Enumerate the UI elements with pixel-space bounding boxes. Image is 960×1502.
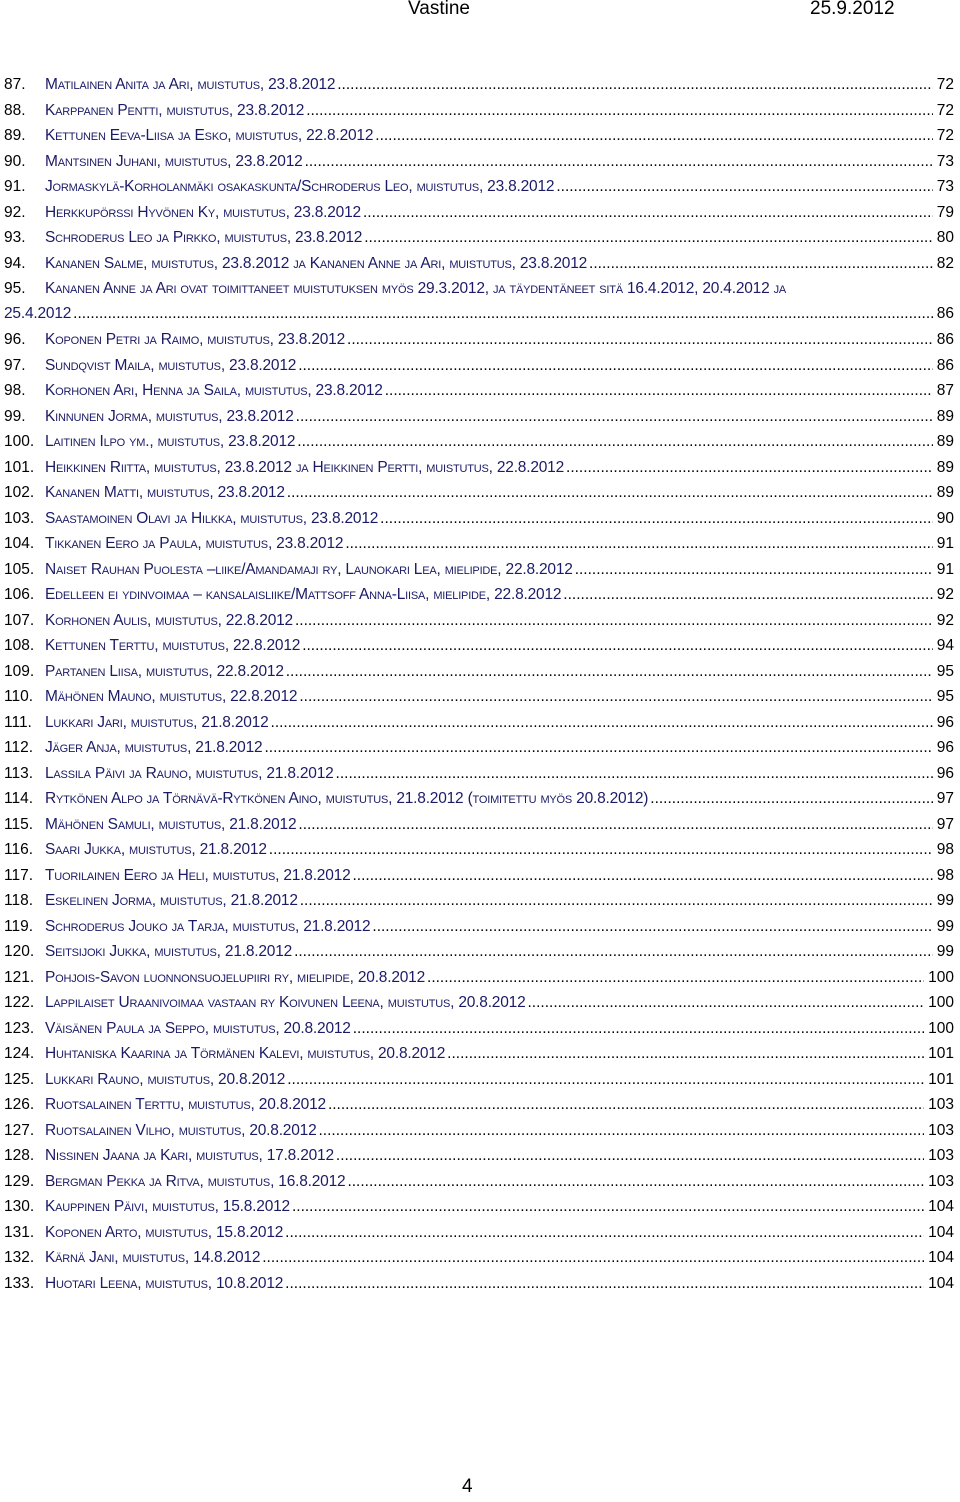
toc-entry[interactable] [0,939,960,964]
toc-entry-page[interactable]: 90 [936,509,954,527]
dot-leader [372,914,932,939]
toc-entry-page[interactable]: 101 [928,1045,954,1062]
dot-leader [364,225,933,250]
toc-entry-number: 128. [4,1147,35,1164]
toc-entry-page[interactable]: 103 [928,1172,954,1190]
toc-entry-number: 119. [4,917,34,935]
toc-entry[interactable] [0,761,960,786]
toc-entry-page[interactable]: 89 [936,458,954,476]
toc-entry-number: 133. [4,1274,35,1292]
toc-entry-title-continued[interactable]: 25.4.2012 [4,305,72,322]
toc-entry-line [45,888,954,913]
toc-entry-title[interactable]: Naiset Rauhan Puolesta –liike/Amandamaji ry, Launokari Lea, mielipide, 22.8.2012 [45,560,573,578]
toc-entry-page[interactable]: 100 [928,1019,954,1037]
toc-entry-line [45,327,954,352]
toc-entry-page[interactable]: 96 [936,739,954,756]
toc-entry-line [45,659,954,684]
dot-leader [352,863,932,888]
toc-entry[interactable] [0,1245,960,1270]
toc-entry-title[interactable]: Väisänen Paula ja Seppo, muistutus, 20.8.2012 [45,1019,351,1037]
toc-entry-line [45,1245,954,1270]
toc-entry-line [45,251,954,276]
toc-entry-line [45,990,954,1015]
toc-entry-title[interactable]: Schroderus Leo ja Pirkko, muistutus, 23.8.2012 [45,229,363,246]
toc-entry-page[interactable]: 99 [936,917,954,935]
toc-entry-page[interactable]: 99 [936,943,954,960]
toc-entry-page[interactable]: 100 [928,994,954,1011]
toc-entry[interactable] [0,327,960,352]
toc-entry[interactable] [0,455,960,480]
toc-entry[interactable] [0,608,960,633]
toc-entry[interactable] [0,863,960,888]
dot-leader [298,812,932,837]
toc-entry[interactable] [0,812,960,837]
toc-entry-number: 94. [4,254,26,272]
dot-leader [287,480,933,505]
toc-entry-page[interactable]: 96 [936,713,954,731]
dot-leader [294,939,933,964]
toc-entry[interactable] [0,888,960,913]
toc-entry-line [45,761,954,786]
dot-leader [375,123,932,148]
toc-entry-page[interactable]: 92 [936,586,954,603]
toc-entry-number: 109. [4,662,35,680]
toc-entry-line [45,1041,954,1066]
toc-entry-page[interactable]: 104 [928,1198,954,1215]
toc-entry-page[interactable]: 92 [936,611,954,629]
toc-entry-title[interactable]: Tikkanen Eero ja Paula, muistutus, 23.8.2012 [45,535,344,552]
toc-entry[interactable] [0,659,960,684]
toc-entry-title[interactable]: Edelleen ei ydinvoimaa – kansalaisliike/Mattsoff Anna-Liisa, mielipide, 22.8.2012 [45,586,562,603]
toc-entry-title[interactable]: Mähönen Mauno, muistutus, 22.8.2012 [45,688,298,705]
toc-entry[interactable] [0,276,960,327]
dot-leader [292,1194,924,1219]
toc-entry[interactable] [0,149,960,174]
toc-entry-page[interactable]: 80 [936,229,954,246]
toc-entry-page[interactable]: 86 [936,356,954,374]
toc-entry-title[interactable]: Mähönen Samuli, muistutus, 21.8.2012 [45,815,297,833]
toc-entry[interactable] [0,200,960,225]
dot-leader [269,837,933,862]
toc-entry-page[interactable]: 79 [936,203,954,221]
toc-entry-title[interactable]: Seitsijoki Jukka, muistutus, 21.8.2012 [45,943,293,960]
dot-leader [385,378,933,403]
dot-leader [296,404,933,429]
toc-entry-page[interactable]: 73 [936,178,954,195]
toc-entry-continuation [4,301,954,326]
toc-entry-title[interactable]: Kettunen Terttu, muistutus, 22.8.2012 [45,637,301,654]
toc-entry-title[interactable]: Sundqvist Maila, muistutus, 23.8.2012 [45,356,297,374]
toc-entry[interactable] [0,123,960,148]
toc-entry-line [45,1271,954,1296]
dot-leader [305,149,933,174]
toc-entry[interactable] [0,914,960,939]
toc-entry-number: 115. [4,815,34,833]
toc-entry-title[interactable]: Jormaskylä-Korholanmäki osakaskunta/Schroderus Leo, muistutus, 23.8.2012 [45,178,555,195]
dot-leader [328,1092,924,1117]
toc-entry-page[interactable]: 91 [936,560,954,578]
dot-leader [286,659,933,684]
toc-entry-number: 114. [4,790,34,807]
toc-entry-title[interactable]: Kauppinen Päivi, muistutus, 15.8.2012 [45,1198,290,1215]
document-title: Vastine [408,0,470,19]
toc-entry-line [45,863,954,888]
toc-entry[interactable] [0,965,960,990]
toc-entry[interactable] [0,1169,960,1194]
toc-entry[interactable] [0,633,960,658]
toc-entry-line [45,914,954,939]
toc-entry-title[interactable]: Kananen Anne ja Ari ovat toimittaneet muistutuksen myös 29.3.2012, ja täydentäneet sitä 16.4.2012, 20.4.2012 ja [45,280,787,297]
toc-entry-title[interactable]: Mantsinen Juhani, muistutus, 23.8.2012 [45,152,303,170]
toc-entry-page[interactable]: 96 [936,764,954,782]
dot-leader [575,557,933,582]
toc-entry-page[interactable]: 97 [936,790,954,807]
toc-entry-page[interactable]: 95 [936,688,954,705]
toc-entry-title[interactable]: Lassila Päivi ja Rauno, muistutus, 21.8.2012 [45,764,334,782]
toc-entry-number: 98. [4,382,26,399]
toc-entry-line [45,1143,954,1168]
toc-entry-title[interactable]: Matilainen Anita ja Ari, muistutus, 23.8.2012 [45,76,336,93]
dot-leader [650,786,932,811]
toc-entry-line [45,225,954,250]
toc-entry-page[interactable]: 82 [936,254,954,272]
toc-entry-number: 124. [4,1045,35,1062]
toc-entry[interactable] [0,1041,960,1066]
dot-leader [347,327,933,352]
toc-entry-line [45,812,954,837]
dot-leader [271,710,933,735]
toc-entry-line [45,608,954,633]
toc-entry-line [45,149,954,174]
toc-entry-number: 131. [4,1223,35,1241]
toc-entry[interactable] [0,1194,960,1219]
toc-entry-number: 122. [4,994,35,1011]
toc-entry-number: 87. [4,76,26,93]
toc-entry-line [45,404,954,429]
toc-entry-page[interactable]: 72 [936,127,954,144]
toc-entry-line [45,480,954,505]
toc-entry-number: 106. [4,586,35,603]
toc-entry-line [45,939,954,964]
dot-leader [285,1271,924,1296]
toc-entry-line [45,506,954,531]
dot-leader [336,1143,924,1168]
dot-leader [345,531,932,556]
toc-entry-line [45,786,954,811]
toc-entry-page[interactable]: 97 [936,815,954,833]
dot-leader [363,200,933,225]
dot-leader [336,761,933,786]
dot-leader [589,251,933,276]
toc-entry[interactable] [0,1143,960,1168]
toc-entry[interactable] [0,531,960,556]
toc-entry-number: 125. [4,1070,35,1088]
toc-entry-number: 92. [4,203,26,221]
toc-entry[interactable] [0,990,960,1015]
toc-entry-number: 111. [4,713,32,731]
dot-leader [306,98,933,123]
page-number: 4 [462,1476,473,1497]
toc-entry-title[interactable]: Ruotsalainen Vilho, muistutus, 20.8.2012 [45,1121,317,1139]
toc-entry-page[interactable]: 87 [936,382,954,399]
toc-entry-title[interactable]: Koponen Arto, muistutus, 15.8.2012 [45,1223,284,1241]
toc-entry-number: 104. [4,535,35,552]
toc-entry-number: 89. [4,127,26,144]
toc-entry[interactable] [0,1092,960,1117]
dot-leader [353,1016,924,1041]
toc-entry-number: 116. [4,841,34,858]
toc-entry-line [45,353,954,378]
toc-entry-number: 102. [4,484,35,501]
toc-entry-title[interactable]: Herkkupörssi Hyvönen Ky, muistutus, 23.8.2012 [45,203,361,221]
toc-entry[interactable] [0,837,960,862]
toc-entry-number: 121. [4,968,35,986]
toc-entry-page[interactable]: 72 [936,76,954,93]
toc-entry-number: 107. [4,611,35,629]
toc-entry-number: 117. [4,866,34,884]
toc-entry-page[interactable]: 89 [936,407,954,425]
toc-entry-title[interactable]: Ruotsalainen Terttu, muistutus, 20.8.2012 [45,1096,326,1113]
toc-entry-title[interactable]: Koponen Petri ja Raimo, muistutus, 23.8.2012 [45,331,346,348]
toc-entry-title[interactable]: Kananen Matti, muistutus, 23.8.2012 [45,484,285,501]
toc-entry-line [45,965,954,990]
dot-leader [295,608,933,633]
toc-entry[interactable] [0,582,960,607]
toc-entry-title[interactable]: Kärnä Jani, muistutus, 14.8.2012 [45,1249,261,1266]
dot-leader [287,1067,924,1092]
toc-entry-page[interactable]: 103 [928,1147,954,1164]
toc-entry-title[interactable]: Kinnunen Jorma, muistutus, 23.8.2012 [45,407,294,425]
dot-leader [566,455,933,480]
toc-entry-page[interactable]: 104 [928,1249,954,1266]
toc-entry-number: 90. [4,152,26,170]
toc-entry[interactable] [0,684,960,709]
toc-entry[interactable] [0,1220,960,1245]
toc-entry-line [45,735,954,760]
toc-entry[interactable] [0,1016,960,1041]
toc-entry-line [45,1092,954,1117]
toc-entry-page[interactable]: 99 [936,892,954,909]
toc-entry-number: 123. [4,1019,35,1037]
toc-entry-title[interactable]: Eskelinen Jorma, muistutus, 21.8.2012 [45,892,298,909]
toc-entry-title[interactable]: Nissinen Jaana ja Kari, muistutus, 17.8.2012 [45,1147,334,1164]
toc-entry-page[interactable]: 104 [928,1274,954,1292]
toc-entry-number: 91. [4,178,26,195]
toc-entry-page[interactable]: 72 [936,101,954,119]
toc-entry-number: 88. [4,101,26,119]
toc-entry-number: 103. [4,509,35,527]
toc-entry-page[interactable]: 91 [936,535,954,552]
toc-entry[interactable] [0,378,960,403]
dot-leader [319,1118,925,1143]
toc-entry[interactable] [0,786,960,811]
toc-entry-number: 99. [4,407,26,425]
toc-entry[interactable] [0,98,960,123]
toc-entry-line [45,123,954,148]
toc-entry-title[interactable]: Saastamoinen Olavi ja Hilkka, muistutus, 23.8.2012 [45,509,379,527]
toc-entry-page[interactable]: 100 [928,968,954,986]
toc-entry-title[interactable]: Saari Jukka, muistutus, 21.8.2012 [45,841,267,858]
toc-entry[interactable] [0,480,960,505]
toc-entry-page[interactable]: 104 [928,1223,954,1241]
toc-entry-title[interactable]: Lappilaiset Uraanivoimaa vastaan ry Koivunen Leena, muistutus, 20.8.2012 [45,994,526,1011]
toc-entry-title[interactable]: Laitinen Ilpo ym., muistutus, 23.8.2012 [45,433,296,450]
toc-entry-number: 118. [4,892,34,909]
toc-entry[interactable] [0,1271,960,1296]
dot-leader [298,353,933,378]
toc-entry-title[interactable]: Huhtaniska Kaarina ja Törmänen Kalevi, muistutus, 20.8.2012 [45,1045,446,1062]
toc-entry-number: 129. [4,1172,35,1190]
toc-entry-number: 113. [4,764,34,782]
toc-entry[interactable] [0,174,960,199]
toc-entry-title[interactable]: Schroderus Jouko ja Tarja, muistutus, 21.8.2012 [45,917,371,935]
toc-entry-line [45,710,954,735]
toc-entry-title[interactable]: Tuorilainen Eero ja Heli, muistutus, 21.8.2012 [45,866,351,884]
toc-entry[interactable] [0,1118,960,1143]
toc-entry[interactable] [0,735,960,760]
toc-entry-line [45,72,954,97]
toc-entry-line [45,98,954,123]
toc-entry[interactable] [0,251,960,276]
toc-entry-line [45,633,954,658]
toc-entry-title[interactable]: Pohjois-Savon luonnonsuojelupiiri ry, mielipide, 20.8.2012 [45,968,426,986]
toc-entry-page[interactable]: 103 [928,1121,954,1139]
dot-leader [302,633,933,658]
toc-entry[interactable] [0,557,960,582]
toc-entry-page[interactable]: 95 [936,662,954,680]
toc-entry-line [45,1169,954,1194]
page-header [0,0,960,24]
dot-leader [528,990,925,1015]
toc-entry-line [45,1118,954,1143]
toc-entry-number: 100. [4,433,35,450]
toc-entry-line [45,429,954,454]
dot-leader [262,1245,924,1270]
toc-entry-title[interactable]: Partanen Liisa, muistutus, 22.8.2012 [45,662,284,680]
toc-entry-number: 96. [4,331,26,348]
toc-entry-title[interactable]: Jäger Anja, muistutus, 21.8.2012 [45,739,263,756]
dot-leader [73,301,933,326]
toc-entry-title[interactable]: Huotari Leena, muistutus, 10.8.2012 [45,1274,284,1292]
toc-entry-title[interactable]: Lukkari Rauno, muistutus, 20.8.2012 [45,1070,286,1088]
toc-entry-line [45,684,954,709]
toc-entry-number: 112. [4,739,34,756]
toc-entry-number: 120. [4,943,35,960]
dot-leader [563,582,932,607]
dot-leader [556,174,932,199]
toc-entry[interactable] [0,429,960,454]
toc-entry-page[interactable]: 89 [936,433,954,450]
toc-entry-line [45,531,954,556]
toc-entry[interactable] [0,506,960,531]
toc-entry-line [45,837,954,862]
toc-entry[interactable] [0,710,960,735]
toc-entry-page[interactable]: 98 [936,866,954,884]
toc-entry[interactable] [0,353,960,378]
toc-entry-line [45,174,954,199]
toc-entry-page[interactable]: 86 [936,331,954,348]
toc-entry-page[interactable]: 103 [928,1096,954,1113]
toc-entry-title[interactable]: Kananen Salme, muistutus, 23.8.2012 ja Kananen Anne ja Ari, muistutus, 23.8.2012 [45,254,588,272]
toc-entry-page[interactable]: 94 [936,637,954,654]
dot-leader [300,888,933,913]
toc-entry-line [45,1016,954,1041]
toc-entry-page[interactable]: 73 [936,152,954,170]
toc-entry[interactable] [0,1067,960,1092]
toc-entry-number: 132. [4,1249,35,1266]
toc-entry-number: 130. [4,1198,35,1215]
toc-entry-number: 97. [4,356,26,374]
toc-entry-number: 110. [4,688,34,705]
toc-entry-line [45,582,954,607]
toc-entry-line [45,200,954,225]
toc-entry-line [45,557,954,582]
toc-entry-title[interactable]: Heikkinen Riitta, muistutus, 23.8.2012 ja Heikkinen Pertti, muistutus, 22.8.2012 [45,458,565,476]
dot-leader [299,684,932,709]
toc-entry-line [45,1067,954,1092]
toc-entry-number: 126. [4,1096,35,1113]
document-date: 25.9.2012 [810,0,895,19]
toc-entry-title[interactable]: Lukkari Jari, muistutus, 21.8.2012 [45,713,269,731]
toc-entry-page[interactable]: 101 [928,1070,954,1088]
dot-leader [264,735,932,760]
toc-entry-title[interactable]: Kettunen Eeva-Liisa ja Esko, muistutus, 22.8.2012 [45,127,374,144]
dot-leader [337,72,933,97]
toc-entry-number: 127. [4,1121,35,1139]
toc-entry-number: 95. [4,280,26,297]
toc-entry-number: 108. [4,637,35,654]
toc-entry-line [45,455,954,480]
toc-entry-title[interactable]: Rytkönen Alpo ja Törnävä-Rytkönen Aino, muistutus, 21.8.2012 (toimitettu myös 20.8.2012) [45,790,649,807]
dot-leader [285,1220,924,1245]
toc-entry-page[interactable]: 86 [936,305,954,322]
toc-entry-title[interactable]: Korhonen Aulis, muistutus, 22.8.2012 [45,611,293,629]
toc-entry-number: 105. [4,560,35,578]
toc-entry-title[interactable]: Karppanen Pentti, muistutus, 23.8.2012 [45,101,305,119]
dot-leader [447,1041,924,1066]
dot-leader [427,965,924,990]
toc-entry-page[interactable]: 89 [936,484,954,501]
toc-entry-page[interactable]: 98 [936,841,954,858]
dot-leader [297,429,932,454]
dot-leader [347,1169,924,1194]
toc-entry-title[interactable]: Bergman Pekka ja Ritva, muistutus, 16.8.2012 [45,1172,346,1190]
toc-entry[interactable] [0,404,960,429]
toc-entry-line [45,1220,954,1245]
toc-entry-number: 101. [4,458,35,476]
dot-leader [380,506,933,531]
toc-entry-title[interactable]: Korhonen Ari, Henna ja Saila, muistutus, 23.8.2012 [45,382,383,399]
toc-entry-line [45,378,954,403]
toc-entry[interactable] [0,72,960,97]
toc-entry-line [45,1194,954,1219]
toc-entry[interactable] [0,225,960,250]
toc-entry-number: 93. [4,229,26,246]
